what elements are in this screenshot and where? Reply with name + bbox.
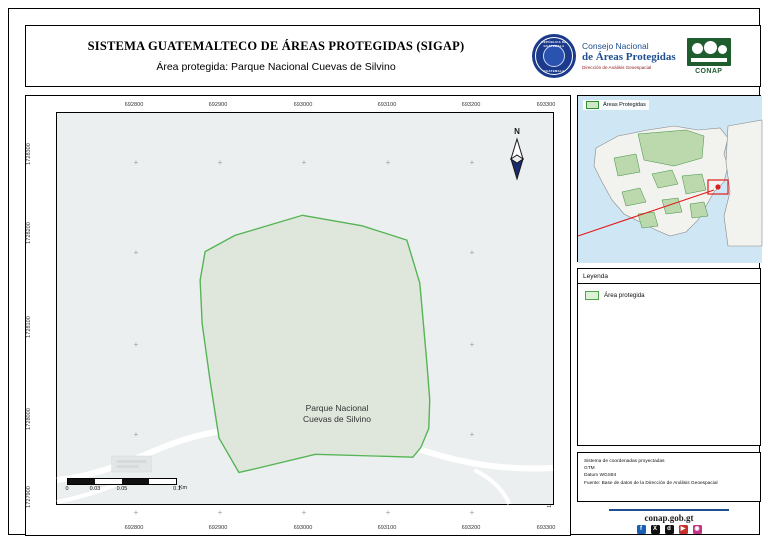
conap-line1: Consejo Nacional bbox=[582, 40, 649, 51]
legend-swatch bbox=[585, 291, 599, 300]
x-tick-label: 693300 bbox=[536, 102, 556, 108]
x-tick-label: 692800 bbox=[124, 525, 144, 531]
graticule-cross: + bbox=[133, 430, 139, 439]
feature-label bbox=[257, 403, 417, 426]
graticule-cross: + bbox=[469, 430, 475, 439]
guatemala-seal-icon bbox=[532, 34, 576, 78]
y-tick-label: 1727900 bbox=[25, 486, 32, 508]
metadata-panel bbox=[577, 452, 761, 502]
metadata-line1: Sistema de coordenadas proyectadas bbox=[584, 459, 665, 464]
map-canvas[interactable] bbox=[56, 112, 554, 517]
graticule-cross: + bbox=[301, 158, 307, 167]
protected-area-polygon[interactable] bbox=[57, 113, 553, 504]
graticule-cross: + bbox=[301, 508, 307, 517]
graticule-cross: + bbox=[469, 158, 475, 167]
conap-line3: Dirección de Análisis Geoespacial bbox=[582, 65, 652, 71]
youtube-icon[interactable]: ▶ bbox=[679, 525, 688, 534]
footer-web-panel bbox=[577, 506, 761, 536]
page-title: SISTEMA GUATEMALTECO DE ÁREAS PROTEGIDAS (SIGAP) bbox=[87, 39, 465, 53]
page-subtitle: Área protegida: Parque Nacional Cuevas de Silvino bbox=[156, 61, 396, 73]
metadata-line3: Datum WGS84 bbox=[584, 473, 617, 479]
x-tick-label: 693200 bbox=[461, 102, 481, 108]
graticule-cross: + bbox=[217, 158, 223, 167]
legend-title: Leyenda bbox=[578, 269, 760, 284]
x-tick-label: 693100 bbox=[377, 102, 397, 108]
x-tick-label: 693100 bbox=[377, 525, 397, 531]
graticule-cross: + bbox=[133, 508, 139, 517]
locator-legend-label: Áreas Protegidas bbox=[603, 102, 646, 108]
metadata-line4: Fuente: Base de datos de la Dirección de Análisis Geoespacial bbox=[584, 480, 718, 486]
graticule-cross: + bbox=[133, 248, 139, 257]
scale-label: 0.05 bbox=[116, 486, 128, 492]
website-url[interactable]: conap.gob.gt bbox=[644, 512, 694, 523]
seal-bottom-text: GUATEMALA bbox=[543, 69, 565, 73]
x-tick-label: 693300 bbox=[536, 525, 556, 531]
x-twitter-icon[interactable]: X bbox=[651, 525, 660, 534]
title-text-group bbox=[26, 26, 526, 86]
x-tick-label: 692900 bbox=[208, 102, 228, 108]
locator-map-panel[interactable] bbox=[577, 95, 761, 262]
y-tick-label: 1728200 bbox=[25, 222, 32, 244]
conap-line2: de Áreas Protegidas bbox=[582, 51, 676, 64]
scale-unit-label: Km bbox=[178, 485, 188, 491]
graticule-cross: + bbox=[469, 248, 475, 257]
locator-legend bbox=[583, 100, 649, 110]
legend-item-protected-area bbox=[585, 291, 645, 300]
north-arrow-icon bbox=[503, 127, 531, 181]
graticule-cross: + bbox=[385, 158, 391, 167]
x-tick-label: 692900 bbox=[208, 525, 228, 531]
legend-panel bbox=[577, 268, 761, 446]
graticule-cross: + bbox=[133, 340, 139, 349]
feature-label-line2: Cuevas de Silvino bbox=[302, 414, 372, 425]
tiktok-icon[interactable]: d bbox=[665, 525, 674, 534]
conap-text-logo bbox=[582, 42, 676, 71]
y-tick-label: 1728100 bbox=[25, 316, 32, 338]
footer-divider bbox=[609, 509, 729, 511]
graticule-cross: + bbox=[385, 508, 391, 517]
scale-label: 0.03 bbox=[89, 486, 101, 492]
instagram-icon[interactable]: ◉ bbox=[694, 525, 700, 532]
title-block bbox=[25, 25, 761, 87]
seal-top-text: REPÚBLICA DE GUATEMALA bbox=[541, 40, 567, 48]
graticule-cross: + bbox=[469, 508, 475, 517]
x-tick-label: 692800 bbox=[124, 102, 144, 108]
north-letter: N bbox=[514, 127, 520, 136]
conap-logo-icon bbox=[682, 33, 736, 79]
x-tick-label: 693000 bbox=[293, 525, 313, 531]
map-panel[interactable] bbox=[25, 95, 571, 536]
scale-bar bbox=[67, 478, 217, 496]
social-icon-row bbox=[637, 525, 702, 534]
scale-label: 0 bbox=[65, 486, 69, 492]
legend-item-label: Área protegida bbox=[604, 292, 645, 299]
logo-area bbox=[526, 27, 758, 85]
locator-map-canvas[interactable] bbox=[578, 96, 762, 263]
graticule-cross: + bbox=[217, 508, 223, 517]
y-tick-label: 1728300 bbox=[25, 143, 32, 165]
scale-label: 0.1 bbox=[173, 486, 181, 492]
feature-label-line1: Parque Nacional bbox=[305, 403, 369, 413]
graticule-cross: + bbox=[469, 340, 475, 349]
conap-wordmark: CONAP bbox=[695, 67, 723, 75]
x-tick-label: 693200 bbox=[461, 525, 481, 531]
x-tick-label: 693000 bbox=[293, 102, 313, 108]
map-page-frame bbox=[8, 8, 760, 535]
graticule-cross: + bbox=[133, 158, 139, 167]
y-tick-label: 1728000 bbox=[25, 408, 32, 430]
facebook-icon[interactable]: f bbox=[637, 525, 646, 534]
locator-legend-swatch bbox=[586, 101, 599, 109]
metadata-line2: GTM bbox=[584, 466, 595, 472]
